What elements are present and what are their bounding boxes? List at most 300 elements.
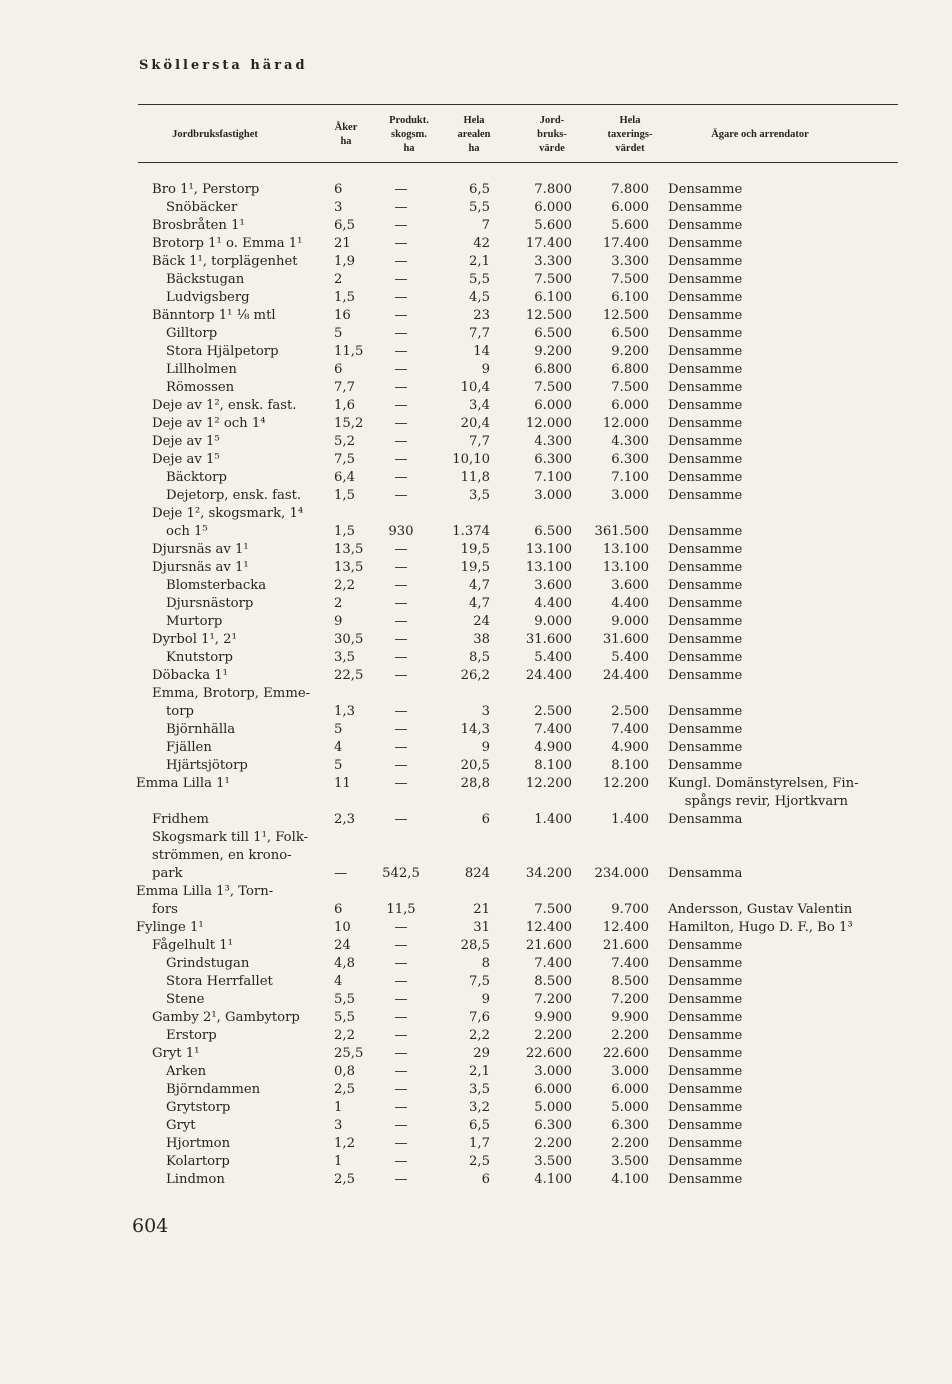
total-area-ha-cell: 6,5 <box>469 1118 490 1133</box>
property-name-cell: Kolartorp <box>166 1154 230 1169</box>
farm-value-cell: 12.000 <box>525 416 572 431</box>
aker-ha-cell: 1,5 <box>334 290 355 305</box>
total-area-ha-cell: 19,5 <box>460 560 490 575</box>
property-name-cell: Djursnästorp <box>166 596 254 611</box>
tax-value-cell: 5.600 <box>611 218 649 233</box>
farm-value-cell: 7.100 <box>534 470 572 485</box>
property-name-cell: Gryt <box>166 1118 196 1133</box>
tax-value-cell: 12.400 <box>602 920 649 935</box>
tax-value-cell: 13.100 <box>602 560 649 575</box>
total-area-ha-cell: 4,7 <box>469 596 490 611</box>
farm-value-cell: 22.600 <box>525 1046 572 1061</box>
tax-value-cell: 21.600 <box>602 938 649 953</box>
tax-value-cell: 4.300 <box>611 434 649 449</box>
running-head: Sköllersta härad <box>139 58 308 73</box>
owner-cell: Densamme <box>668 488 743 503</box>
farm-value-cell: 2.200 <box>534 1028 572 1043</box>
total-area-ha-cell: 7,6 <box>469 1010 490 1025</box>
forest-ha-cell: — <box>394 1172 408 1187</box>
aker-ha-cell: 7,7 <box>334 380 355 395</box>
aker-ha-cell: 4,8 <box>334 956 355 971</box>
property-name-cell: Erstorp <box>166 1028 217 1043</box>
table-row <box>0 937 952 955</box>
total-area-ha-cell: 29 <box>473 1046 490 1061</box>
forest-ha-cell: — <box>394 326 408 341</box>
farm-value-cell: 6.100 <box>534 290 572 305</box>
farm-value-cell: 9.900 <box>534 1010 572 1025</box>
forest-ha-cell: — <box>394 218 408 233</box>
forest-ha-cell: — <box>394 362 408 377</box>
tax-value-cell: 9.200 <box>611 344 649 359</box>
forest-ha-cell: — <box>394 758 408 773</box>
property-name-cell: torp <box>166 704 194 719</box>
aker-ha-cell: 2 <box>334 596 343 611</box>
forest-ha-cell: — <box>394 1136 408 1151</box>
owner-cell: Densamme <box>668 1100 743 1115</box>
table-row <box>0 415 952 433</box>
total-area-ha-cell: 21 <box>473 902 490 917</box>
aker-ha-cell: 6,5 <box>334 218 355 233</box>
aker-ha-cell: 1,9 <box>334 254 355 269</box>
property-name-cell: Brosbråten 1¹ <box>152 218 245 233</box>
header-aker: Åker ha <box>334 122 358 147</box>
property-name-cell: Djursnäs av 1¹ <box>152 542 249 557</box>
aker-ha-cell: 13,5 <box>334 560 364 575</box>
table-row <box>0 613 952 631</box>
forest-ha-cell: — <box>394 578 408 593</box>
owner-cell: Densamme <box>668 380 743 395</box>
property-name-cell: Döbacka 1¹ <box>152 668 228 683</box>
table-row <box>0 307 952 325</box>
farm-value-cell: 13.100 <box>525 542 572 557</box>
forest-ha-cell: — <box>394 1064 408 1079</box>
table-row <box>0 181 952 199</box>
farm-value-cell: 24.400 <box>525 668 572 683</box>
total-area-ha-cell: 4,7 <box>469 578 490 593</box>
forest-ha-cell: — <box>394 560 408 575</box>
total-area-ha-cell: 42 <box>473 236 490 251</box>
owner-cell: Densamme <box>668 1046 743 1061</box>
table-row <box>0 865 952 883</box>
total-area-ha-cell: 2,2 <box>469 1028 490 1043</box>
table-row <box>0 973 952 991</box>
aker-ha-cell: 22,5 <box>334 668 364 683</box>
tax-value-cell: 6.000 <box>611 200 649 215</box>
total-area-ha-cell: 24 <box>473 614 490 629</box>
tax-value-cell: 234.000 <box>594 866 649 881</box>
aker-ha-cell: 16 <box>334 308 351 323</box>
property-name-cell: Grytstorp <box>166 1100 231 1115</box>
farm-value-cell: 7.500 <box>534 380 572 395</box>
forest-ha-cell: — <box>394 650 408 665</box>
aker-ha-cell: 1 <box>334 1154 343 1169</box>
table-row <box>0 199 952 217</box>
owner-cell: Densamme <box>668 1010 743 1025</box>
total-area-ha-cell: 10,4 <box>460 380 490 395</box>
forest-ha-cell: — <box>394 308 408 323</box>
farm-value-cell: 12.400 <box>525 920 572 935</box>
property-name-cell: fors <box>152 902 178 917</box>
aker-ha-cell: 1,6 <box>334 398 355 413</box>
table-row <box>0 1171 952 1189</box>
total-area-ha-cell: 7,7 <box>469 326 490 341</box>
owner-cell: Densamme <box>668 470 743 485</box>
owner-cell: Densamme <box>668 1118 743 1133</box>
forest-ha-cell: — <box>394 776 408 791</box>
tax-value-cell: 7.200 <box>611 992 649 1007</box>
header-tax-value: Hela taxerings- värdet <box>607 115 653 154</box>
tax-value-cell: 6.300 <box>611 452 649 467</box>
forest-ha-cell: — <box>394 668 408 683</box>
table-row <box>0 1099 952 1117</box>
table-row <box>0 631 952 649</box>
owner-cell: Densamme <box>668 668 743 683</box>
owner-cell: Hamilton, Hugo D. F., Bo 1³ <box>668 920 853 935</box>
forest-ha-cell: — <box>394 236 408 251</box>
table-row <box>0 541 952 559</box>
farm-value-cell: 6.000 <box>534 398 572 413</box>
forest-ha-cell: — <box>394 470 408 485</box>
aker-ha-cell: 25,5 <box>334 1046 364 1061</box>
forest-ha-cell: — <box>394 416 408 431</box>
total-area-ha-cell: 3 <box>481 704 490 719</box>
owner-cell: Densamme <box>668 290 743 305</box>
forest-ha-cell: — <box>394 488 408 503</box>
forest-ha-cell: — <box>394 434 408 449</box>
owner-cell: Densamma <box>668 812 743 827</box>
property-name-cell: Lillholmen <box>166 362 237 377</box>
owner-cell: Densamme <box>668 344 743 359</box>
tax-value-cell: 4.900 <box>611 740 649 755</box>
property-name-cell: Ludvigsberg <box>166 290 250 305</box>
property-name-cell: Murtorp <box>166 614 223 629</box>
tax-value-cell: 8.500 <box>611 974 649 989</box>
aker-ha-cell: 4 <box>334 974 343 989</box>
total-area-ha-cell: 3,5 <box>469 488 490 503</box>
table-row <box>0 433 952 451</box>
property-name-cell: Stora Herrfallet <box>166 974 273 989</box>
table-row <box>0 235 952 253</box>
total-area-ha-cell: 1.374 <box>452 524 490 539</box>
forest-ha-cell: — <box>394 398 408 413</box>
farm-value-cell: 6.800 <box>534 362 572 377</box>
farm-value-cell: 4.300 <box>534 434 572 449</box>
table-row <box>0 811 952 829</box>
tax-value-cell: 12.200 <box>602 776 649 791</box>
farm-value-cell: 3.300 <box>534 254 572 269</box>
header-farm-value: Jord- bruks- värde <box>537 115 567 154</box>
owner-cell: Densamme <box>668 596 743 611</box>
table-row <box>0 217 952 235</box>
farm-value-cell: 5.400 <box>534 650 572 665</box>
forest-ha-cell: — <box>394 596 408 611</box>
aker-ha-cell: 24 <box>334 938 351 953</box>
table-row <box>0 343 952 361</box>
table-row <box>0 361 952 379</box>
owner-cell: Densamme <box>668 524 743 539</box>
property-name-cell: Stene <box>166 992 205 1007</box>
header-bottom-rule <box>138 162 898 163</box>
owner-cell: Densamme <box>668 326 743 341</box>
total-area-ha-cell: 2,5 <box>469 1154 490 1169</box>
forest-ha-cell: — <box>394 722 408 737</box>
property-name-cell: Brotorp 1¹ o. Emma 1¹ <box>152 236 303 251</box>
aker-ha-cell: 5,5 <box>334 1010 355 1025</box>
farm-value-cell: 17.400 <box>525 236 572 251</box>
header-total-area: Hela arealen ha <box>457 115 491 154</box>
property-name-cell: Hjärtsjötorp <box>166 758 248 773</box>
total-area-ha-cell: 9 <box>481 362 490 377</box>
farm-value-cell: 3.000 <box>534 1064 572 1079</box>
total-area-ha-cell: 7,7 <box>469 434 490 449</box>
table-row <box>0 883 952 901</box>
property-table <box>0 181 952 1189</box>
aker-ha-cell: — <box>334 866 348 881</box>
property-name-cell: Snöbäcker <box>166 200 238 215</box>
farm-value-cell: 7.500 <box>534 902 572 917</box>
tax-value-cell: 6.500 <box>611 326 649 341</box>
property-name-cell: Deje av 1⁵ <box>152 452 220 467</box>
owner-cell: Densamme <box>668 542 743 557</box>
total-area-ha-cell: 9 <box>481 992 490 1007</box>
total-area-ha-cell: 2,1 <box>469 254 490 269</box>
property-name-cell: Gilltorp <box>166 326 218 341</box>
tax-value-cell: 24.400 <box>602 668 649 683</box>
property-name-cell: och 1⁵ <box>166 524 208 539</box>
property-name-cell: Arken <box>166 1064 207 1079</box>
tax-value-cell: 6.100 <box>611 290 649 305</box>
farm-value-cell: 8.100 <box>534 758 572 773</box>
total-area-ha-cell: 6,5 <box>469 182 490 197</box>
property-name-cell: Björnhälla <box>166 722 236 737</box>
table-row <box>0 397 952 415</box>
aker-ha-cell: 1,2 <box>334 1136 355 1151</box>
farm-value-cell: 13.100 <box>525 560 572 575</box>
table-row <box>0 703 952 721</box>
table-row <box>0 523 952 541</box>
forest-ha-cell: — <box>394 992 408 1007</box>
property-name-cell: Deje av 1⁵ <box>152 434 220 449</box>
total-area-ha-cell: 4,5 <box>469 290 490 305</box>
owner-cell: Densamme <box>668 218 743 233</box>
farm-value-cell: 7.800 <box>534 182 572 197</box>
tax-value-cell: 22.600 <box>602 1046 649 1061</box>
total-area-ha-cell: 6 <box>481 812 490 827</box>
aker-ha-cell: 4 <box>334 740 343 755</box>
farm-value-cell: 6.500 <box>534 524 572 539</box>
table-row <box>0 1063 952 1081</box>
tax-value-cell: 3.300 <box>611 254 649 269</box>
aker-ha-cell: 7,5 <box>334 452 355 467</box>
owner-cell: Densamme <box>668 632 743 647</box>
tax-value-cell: 7.100 <box>611 470 649 485</box>
tax-value-cell: 12.500 <box>602 308 649 323</box>
owner-cell: Densamme <box>668 308 743 323</box>
forest-ha-cell: — <box>394 344 408 359</box>
table-row <box>0 289 952 307</box>
tax-value-cell: 6.300 <box>611 1118 649 1133</box>
forest-ha-cell: — <box>394 1082 408 1097</box>
farm-value-cell: 4.400 <box>534 596 572 611</box>
property-name-cell: Gamby 2¹, Gambytorp <box>152 1010 300 1025</box>
total-area-ha-cell: 3,5 <box>469 1082 490 1097</box>
owner-cell: Densamme <box>668 362 743 377</box>
aker-ha-cell: 2,2 <box>334 1028 355 1043</box>
table-row <box>0 775 952 793</box>
aker-ha-cell: 5 <box>334 758 343 773</box>
property-name-cell: Deje 1², skogsmark, 1⁴ <box>152 506 304 521</box>
owner-cell: Densamme <box>668 272 743 287</box>
property-name-cell: Bänntorp 1¹ ⅛ mtl <box>152 308 276 323</box>
tax-value-cell: 7.800 <box>611 182 649 197</box>
table-row <box>0 901 952 919</box>
property-name-cell: Dejetorp, ensk. fast. <box>166 488 302 503</box>
header-owner: Ägare och arrendator <box>711 129 809 140</box>
total-area-ha-cell: 38 <box>473 632 490 647</box>
total-area-ha-cell: 2,1 <box>469 1064 490 1079</box>
aker-ha-cell: 1,3 <box>334 704 355 719</box>
owner-cell: Densamme <box>668 740 743 755</box>
owner-cell: Densamme <box>668 416 743 431</box>
forest-ha-cell: — <box>394 614 408 629</box>
farm-value-cell: 3.000 <box>534 488 572 503</box>
owner-cell: Densamme <box>668 1172 743 1187</box>
total-area-ha-cell: 1,7 <box>469 1136 490 1151</box>
total-area-ha-cell: 7,5 <box>469 974 490 989</box>
farm-value-cell: 12.500 <box>525 308 572 323</box>
property-name-cell: Bäckstugan <box>166 272 245 287</box>
farm-value-cell: 12.200 <box>525 776 572 791</box>
forest-ha-cell: 542,5 <box>382 866 420 881</box>
total-area-ha-cell: 8,5 <box>469 650 490 665</box>
farm-value-cell: 6.500 <box>534 326 572 341</box>
aker-ha-cell: 10 <box>334 920 351 935</box>
aker-ha-cell: 15,2 <box>334 416 364 431</box>
tax-value-cell: 8.100 <box>611 758 649 773</box>
owner-cell: Densamme <box>668 200 743 215</box>
table-row <box>0 325 952 343</box>
table-row <box>0 955 952 973</box>
table-row <box>0 1117 952 1135</box>
owner-cell: Densamme <box>668 992 743 1007</box>
owner-cell: Densamme <box>668 236 743 251</box>
tax-value-cell: 6.000 <box>611 1082 649 1097</box>
farm-value-cell: 3.600 <box>534 578 572 593</box>
tax-value-cell: 2.200 <box>611 1028 649 1043</box>
page-number: 604 <box>132 1215 169 1237</box>
property-name-cell: Bäcktorp <box>166 470 227 485</box>
table-row <box>0 505 952 523</box>
property-name-cell: Blomsterbacka <box>166 578 267 593</box>
property-name-cell: Fjällen <box>166 740 212 755</box>
total-area-ha-cell: 5,5 <box>469 272 490 287</box>
total-area-ha-cell: 23 <box>473 308 490 323</box>
farm-value-cell: 5.000 <box>534 1100 572 1115</box>
forest-ha-cell: 930 <box>388 524 414 539</box>
total-area-ha-cell: 26,2 <box>460 668 490 683</box>
farm-value-cell: 9.200 <box>534 344 572 359</box>
property-name-cell: Djursnäs av 1¹ <box>152 560 249 575</box>
forest-ha-cell: — <box>394 920 408 935</box>
table-row <box>0 793 952 811</box>
tax-value-cell: 4.400 <box>611 596 649 611</box>
header-forest: Produkt. skogsm. ha <box>389 115 429 154</box>
table-row <box>0 487 952 505</box>
forest-ha-cell: — <box>394 290 408 305</box>
owner-cell: Densamme <box>668 1154 743 1169</box>
property-name-cell: Fridhem <box>152 812 209 827</box>
total-area-ha-cell: 9 <box>481 740 490 755</box>
property-name-cell: Hjortmon <box>166 1136 231 1151</box>
tax-value-cell: 4.100 <box>611 1172 649 1187</box>
aker-ha-cell: 5 <box>334 722 343 737</box>
property-name-cell: Grindstugan <box>166 956 250 971</box>
owner-cell: Densamme <box>668 254 743 269</box>
owner-cell: Densamme <box>668 938 743 953</box>
property-name-cell: strömmen, en krono- <box>152 848 292 863</box>
forest-ha-cell: — <box>394 254 408 269</box>
table-row <box>0 469 952 487</box>
forest-ha-cell: — <box>394 938 408 953</box>
aker-ha-cell: 0,8 <box>334 1064 355 1079</box>
aker-ha-cell: 3,5 <box>334 650 355 665</box>
aker-ha-cell: 6 <box>334 902 343 917</box>
farm-value-cell: 6.300 <box>534 1118 572 1133</box>
farm-value-cell: 5.600 <box>534 218 572 233</box>
aker-ha-cell: 1,5 <box>334 524 355 539</box>
total-area-ha-cell: 3,4 <box>469 398 490 413</box>
property-name-cell: Emma, Brotorp, Emme- <box>152 686 311 701</box>
property-name-cell: Bäck 1¹, torplägenhet <box>152 254 298 269</box>
forest-ha-cell: — <box>394 1118 408 1133</box>
owner-cell: Andersson, Gustav Valentin <box>668 902 853 917</box>
table-row <box>0 1135 952 1153</box>
total-area-ha-cell: 10,10 <box>452 452 490 467</box>
tax-value-cell: 361.500 <box>594 524 649 539</box>
total-area-ha-cell: 28,8 <box>460 776 490 791</box>
tax-value-cell: 17.400 <box>602 236 649 251</box>
property-name-cell: Bro 1¹, Perstorp <box>152 182 260 197</box>
owner-cell: Densamme <box>668 614 743 629</box>
forest-ha-cell: — <box>394 272 408 287</box>
aker-ha-cell: 5,2 <box>334 434 355 449</box>
owner-cell: Densamme <box>668 398 743 413</box>
owner-cell: Densamme <box>668 704 743 719</box>
owner-cell: Densamme <box>668 560 743 575</box>
forest-ha-cell: — <box>394 1028 408 1043</box>
forest-ha-cell: — <box>394 542 408 557</box>
property-name-cell: Emma Lilla 1³, Torn- <box>136 884 274 899</box>
table-row <box>0 739 952 757</box>
tax-value-cell: 9.000 <box>611 614 649 629</box>
owner-cell: Densamme <box>668 722 743 737</box>
total-area-ha-cell: 31 <box>473 920 490 935</box>
aker-ha-cell: 21 <box>334 236 351 251</box>
forest-ha-cell: — <box>394 1154 408 1169</box>
forest-ha-cell: 11,5 <box>386 902 416 917</box>
owner-cell: Densamme <box>668 452 743 467</box>
property-name-cell: Römossen <box>166 380 235 395</box>
farm-value-cell: 8.500 <box>534 974 572 989</box>
aker-ha-cell: 6 <box>334 362 343 377</box>
farm-value-cell: 7.500 <box>534 272 572 287</box>
owner-cell: spångs revir, Hjortkvarn <box>668 794 848 809</box>
total-area-ha-cell: 14,3 <box>460 722 490 737</box>
tax-value-cell: 5.400 <box>611 650 649 665</box>
table-row <box>0 847 952 865</box>
farm-value-cell: 1.400 <box>534 812 572 827</box>
aker-ha-cell: 3 <box>334 200 343 215</box>
